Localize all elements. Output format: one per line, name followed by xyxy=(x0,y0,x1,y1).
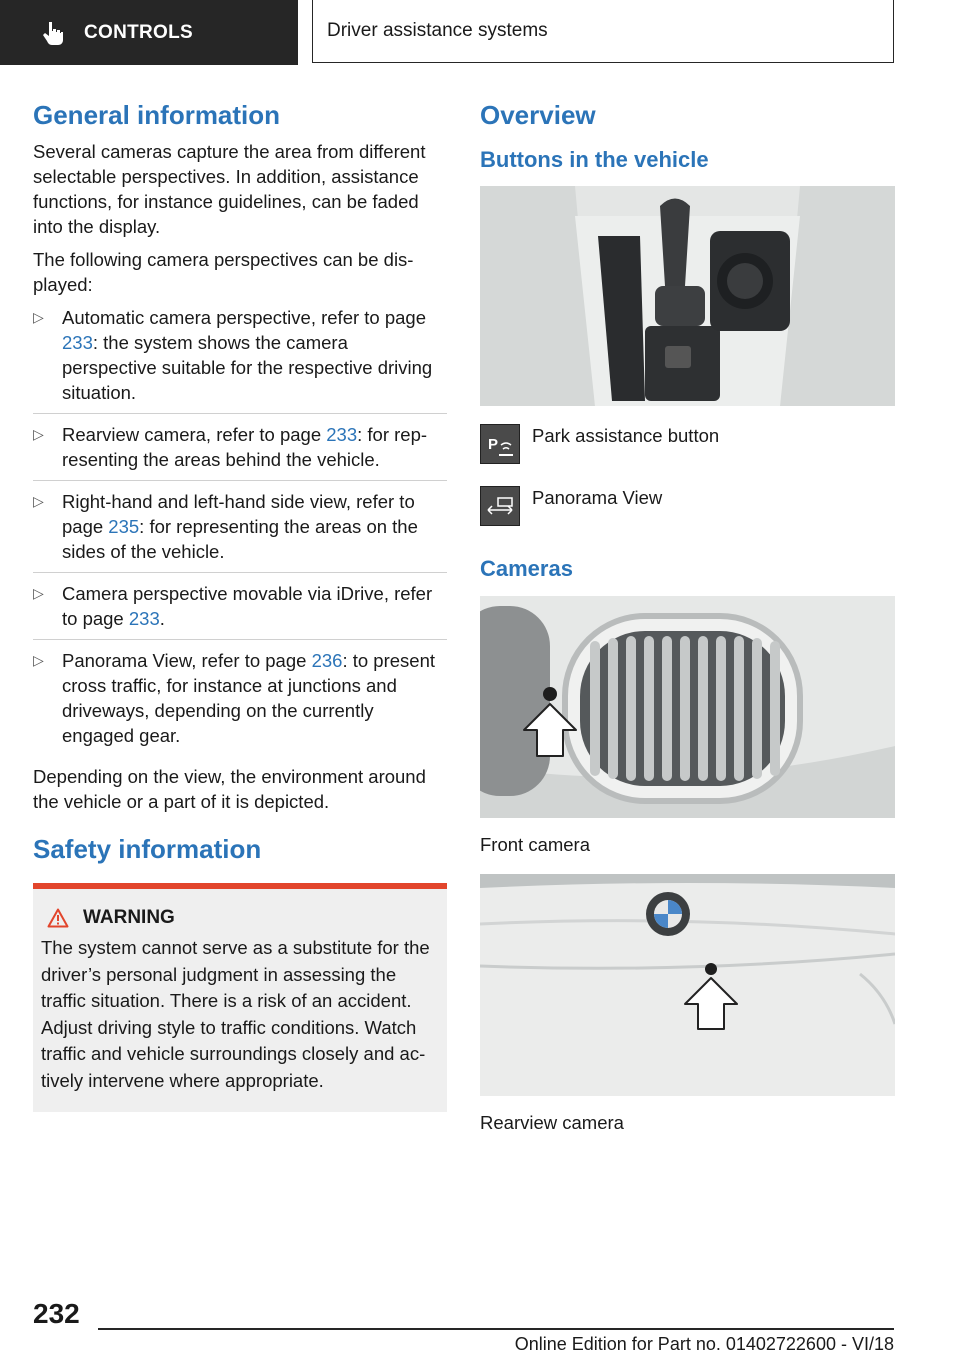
list-item: ▷ Right-hand and left-hand side view, refer to page 235: for representing the areas on the sides of the vehicle. xyxy=(33,489,447,573)
list-item: ▷ Rearview camera, refer to page 233: for rep‐resenting the areas behind the vehicle. xyxy=(33,422,447,481)
edition-text: Online Edition for Part no. 01402722600 - VI/18 xyxy=(514,1334,894,1354)
general-information-heading: General information xyxy=(33,100,281,130)
list-item: ▷ Panorama View, refer to page 236: to present cross traffic, for instance at junctions and driveways, depending on the currently engaged gear. xyxy=(33,650,435,747)
right-column xyxy=(480,100,895,1152)
page-link[interactable]: 235 xyxy=(108,516,140,538)
warning-triangle-icon xyxy=(47,908,69,928)
warning-header xyxy=(41,907,439,929)
general-paragraph-1: Several cameras capture the area from different selectable perspectives. In addition, assistance functions, for instance guidelines, can be faded into the display. xyxy=(33,141,426,238)
left-column xyxy=(33,100,447,1112)
warning-label: WARNING xyxy=(83,907,175,929)
triangle-bullet-icon: ▷ xyxy=(33,309,44,326)
panorama-view-icon[interactable] xyxy=(480,486,520,526)
park-assist-icon[interactable] xyxy=(480,424,520,464)
camera-perspective-list xyxy=(33,305,447,756)
triangle-bullet-icon: ▷ xyxy=(33,493,44,510)
triangle-bullet-icon: ▷ xyxy=(33,426,44,443)
section-tab xyxy=(0,0,298,65)
chapter-title: Driver assistance systems xyxy=(327,20,548,41)
section-label: CONTROLS xyxy=(84,21,194,43)
rearview-camera-image xyxy=(480,874,895,1096)
panorama-view-label: Panorama View xyxy=(532,486,663,508)
footer-divider xyxy=(98,1328,894,1330)
park-assistance-label: Park assistance button xyxy=(532,424,720,446)
rearview-camera-caption: Rearview camera xyxy=(480,1111,624,1133)
general-paragraph-2: The following camera perspectives can be dis‐played: xyxy=(33,249,414,296)
svg-text:P: P xyxy=(488,435,499,453)
center-console-image xyxy=(480,186,895,406)
safety-information-heading: Safety information xyxy=(33,834,262,865)
list-item: ▷ Automatic camera perspective, refer to page 233: the system shows the camera perspective suitable for the respective driving situation. xyxy=(33,305,447,414)
triangle-bullet-icon: ▷ xyxy=(33,652,44,669)
list-item: ▷ Camera perspective movable via iDrive, refer to page 233. xyxy=(33,581,447,640)
panorama-view-button-row xyxy=(480,486,895,526)
park-assistance-button-row xyxy=(480,424,895,464)
page-link[interactable]: 233 xyxy=(326,424,358,446)
overview-heading: Overview xyxy=(480,100,596,130)
page-number: 232 xyxy=(33,1298,80,1329)
hand-pointer-icon xyxy=(40,20,66,46)
buttons-heading: Buttons in the vehicle xyxy=(480,147,709,173)
front-camera-image xyxy=(480,596,895,818)
warning-box xyxy=(33,883,447,1112)
page-link[interactable]: 233 xyxy=(62,332,93,354)
general-paragraph-3: Depending on the view, the environment around the vehicle or a part of it is depicted. xyxy=(33,766,426,813)
page-link[interactable]: 233 xyxy=(128,608,160,630)
triangle-bullet-icon: ▷ xyxy=(33,585,44,602)
chapter-header xyxy=(312,0,894,63)
front-camera-caption: Front camera xyxy=(480,833,591,855)
page-link[interactable]: 236 xyxy=(311,650,343,672)
cameras-heading: Cameras xyxy=(480,555,573,581)
warning-text: The system cannot serve as a substitute for the driver’s personal judgment in assessing the traffic situation. There is a risk of an accident. Adjust driving style to traffic conditions. Watch traffic and vehicle surroundings closely and ac‐tively intervene where appropriate. xyxy=(41,937,430,1091)
